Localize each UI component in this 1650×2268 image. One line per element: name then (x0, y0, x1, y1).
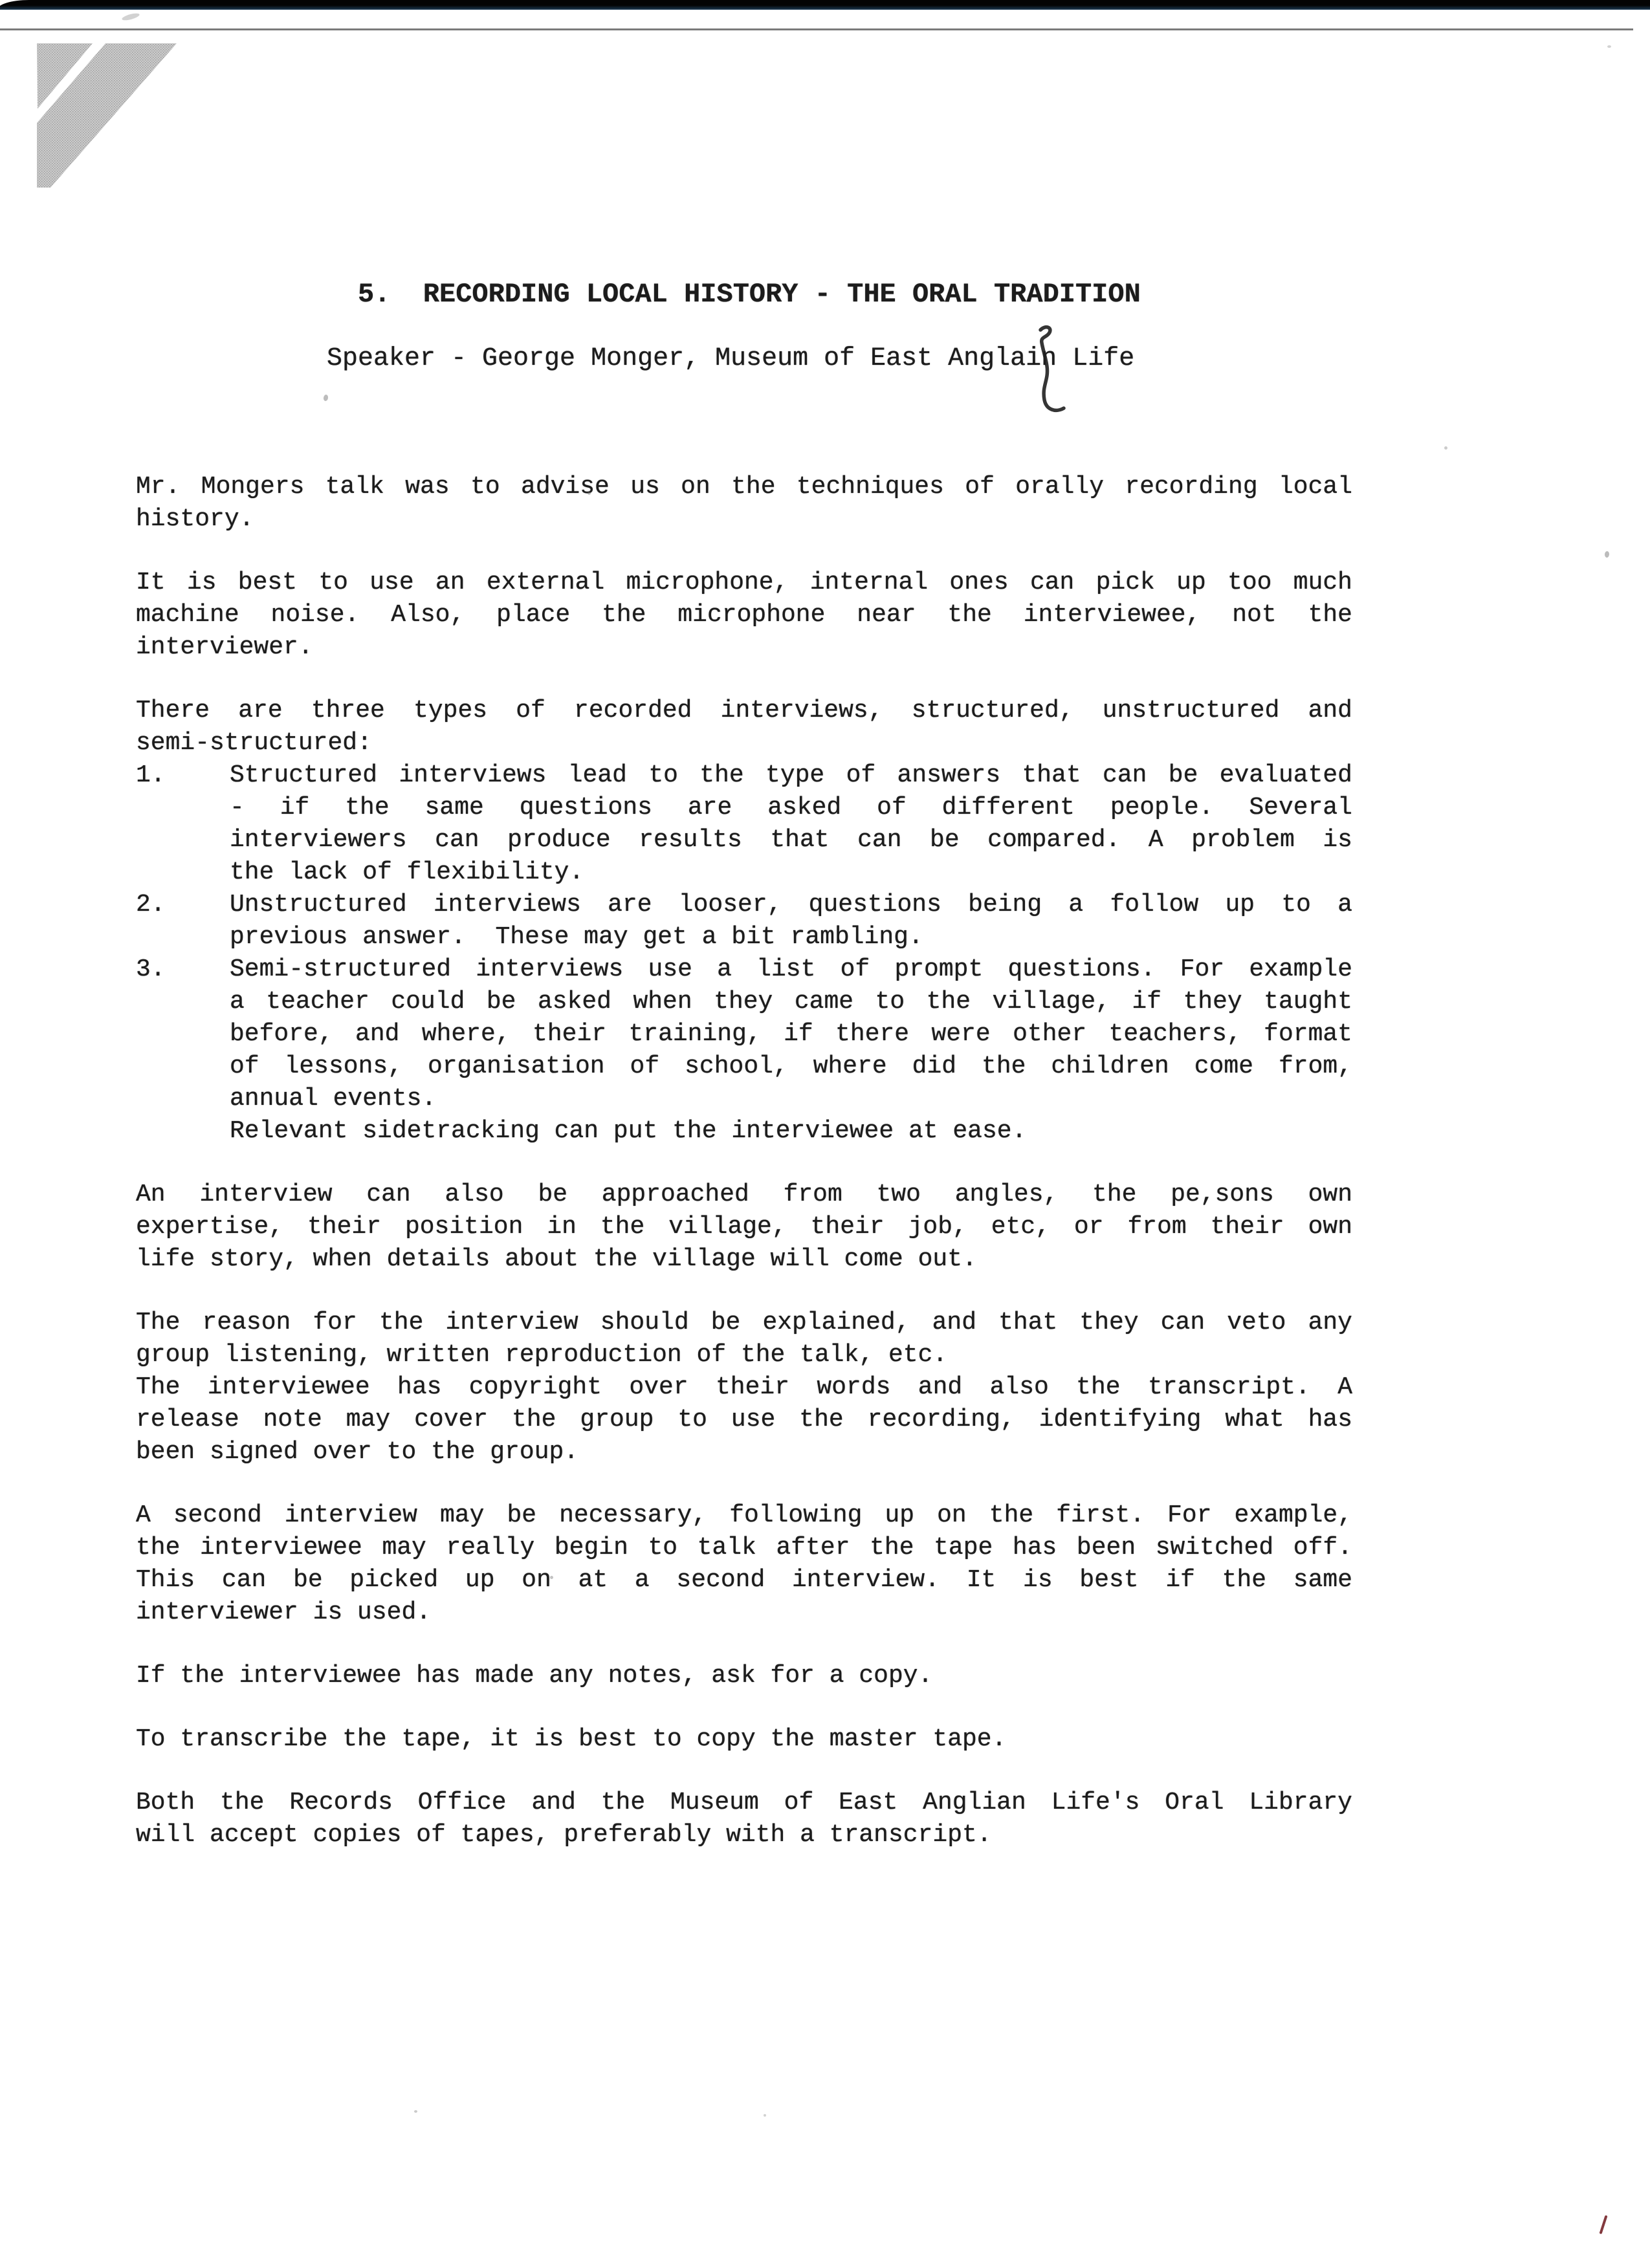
list-number: 2. (136, 891, 166, 919)
text-line: annual events. (230, 1085, 437, 1113)
text-line: before, and where, their training, if there were other teachers, format (230, 1020, 1352, 1048)
red-pen-tick-mark (1599, 2215, 1607, 2234)
scan-speck (1605, 551, 1610, 558)
list-item (136, 759, 1352, 889)
list-item-lines (230, 889, 1352, 954)
scan-speck (1444, 446, 1447, 450)
text-line: A second interview may be necessary, following up on the first. For example, (136, 1501, 1352, 1529)
text-line: interviewers can produce results that can be compared. A problem is (230, 826, 1352, 854)
list-item-lines (230, 954, 1352, 1148)
text-line: It is best to use an external microphone, internal ones can pick up too much (136, 569, 1352, 596)
paragraph (136, 1787, 1352, 1851)
list-item-lines (230, 759, 1352, 889)
text-line: been signed over to the group. (136, 1438, 579, 1466)
text-line: machine noise. Also, place the microphone near the interviewee, not the (136, 601, 1352, 629)
text-line: life story, when details about the village will come out. (136, 1245, 977, 1273)
paragraph (136, 1307, 1352, 1468)
paragraph (136, 471, 1352, 536)
paragraph (136, 1499, 1352, 1629)
text-line: - if the same questions are asked of different people. Several (230, 794, 1352, 822)
text-line: release note may cover the group to use the recording, identifying what has (136, 1406, 1352, 1434)
text-line: will accept copies of tapes, preferably with a transcript. (136, 1821, 992, 1849)
list-item (136, 954, 1352, 1148)
paragraph (136, 695, 1352, 759)
text-line: previous answer. These may get a bit rambling. (230, 923, 923, 951)
text-line: of lessons, organisation of school, where did the children come from, (230, 1052, 1352, 1080)
text-line: This can be picked up on at a second interview. It is best if the same (136, 1566, 1352, 1594)
paragraph (136, 1179, 1352, 1276)
text-line: history. (136, 505, 254, 533)
text-line: An interview can also be approached from two angles, the pe,sons own (136, 1181, 1352, 1208)
scan-speck (414, 2110, 417, 2113)
photocopy-diagonal-stripes (0, 0, 259, 207)
speaker-line: Speaker - George Monger, Museum of East Anglain Life (327, 344, 1135, 373)
text-line: If the interviewee has made any notes, ask for a copy. (136, 1662, 933, 1690)
list-item (136, 889, 1352, 954)
text-line: The interviewee has copyright over their words and also the transcript. A (136, 1373, 1352, 1401)
text-line: the lack of flexibility. (230, 858, 584, 886)
text-line: Relevant sidetracking can put the interviewee at ease. (230, 1117, 1027, 1145)
scan-speck (1607, 45, 1611, 48)
paragraph (136, 1660, 1352, 1692)
text-line: To transcribe the tape, it is best to copy the master tape. (136, 1725, 1007, 1753)
text-line: a teacher could be asked when they came to the village, if they taught (230, 988, 1352, 1016)
page-title: 5. RECORDING LOCAL HISTORY - THE ORAL TRADITION (358, 279, 1141, 310)
text-line: The reason for the interview should be explained, and that they can veto any (136, 1309, 1352, 1336)
scan-speck (588, 492, 591, 495)
scan-speck (550, 1576, 553, 1579)
text-line: Structured interviews lead to the type of answers that can be evaluated (230, 761, 1352, 789)
text-line: Semi-structured interviews use a list of prompt questions. For example (230, 955, 1352, 983)
text-line: Mr. Mongers talk was to advise us on the techniques of orally recording local (136, 473, 1352, 501)
list-number: 3. (136, 955, 166, 983)
text-line: expertise, their position in the village, their job, etc, or from their own (136, 1213, 1352, 1241)
list-number: 1. (136, 761, 166, 789)
paragraph (136, 1723, 1352, 1756)
handwritten-correction-squiggle (1016, 323, 1074, 427)
text-line: interviewer. (136, 633, 313, 661)
text-line: There are three types of recorded interviews, structured, unstructured and (136, 697, 1352, 725)
text-line: interviewer is used. (136, 1598, 432, 1626)
text-line: Unstructured interviews are looser, questions being a follow up to a (230, 891, 1352, 919)
paragraph (136, 567, 1352, 664)
text-line: the interviewee may really begin to talk after the tape has been switched off. (136, 1534, 1352, 1562)
scan-speck (764, 2114, 766, 2117)
scan-speck (323, 394, 329, 401)
document-body (136, 471, 1352, 1851)
text-line: group listening, written reproduction of the talk, etc. (136, 1341, 948, 1369)
text-line: semi-structured: (136, 729, 372, 757)
text-line: Both the Records Office and the Museum of East Anglian Life's Oral Library (136, 1789, 1352, 1816)
